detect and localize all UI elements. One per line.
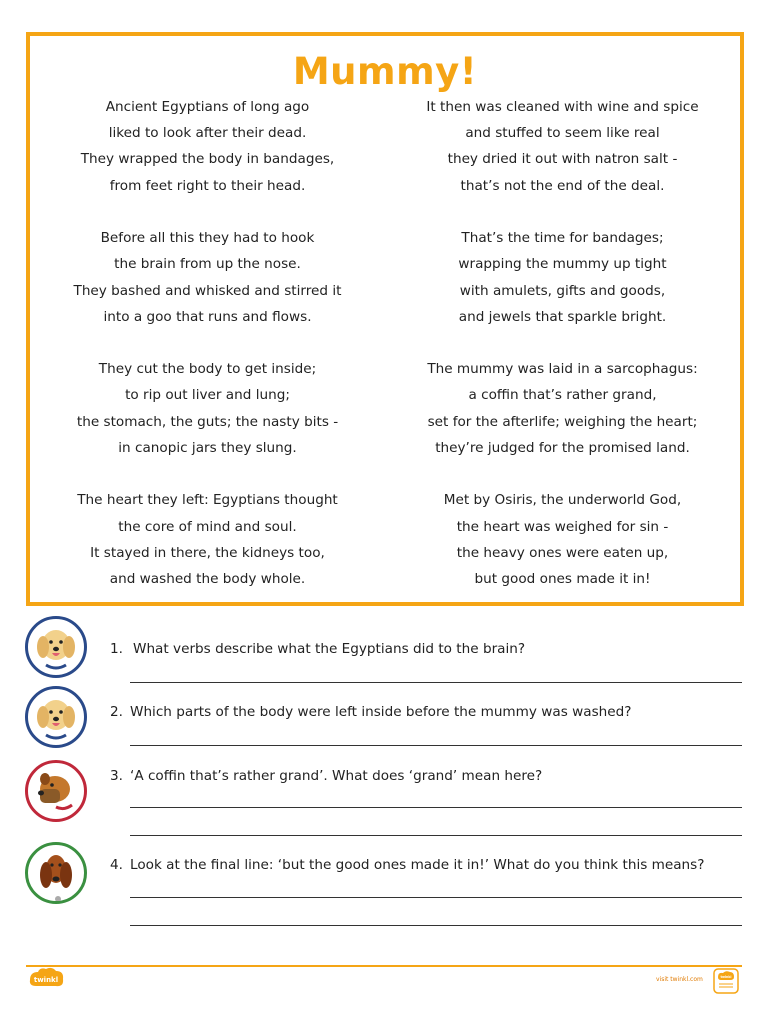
poem-line: liked to look after their dead. [108,125,307,142]
question-4 [0,840,768,930]
golden-retriever-badge-icon [25,686,87,748]
question-3 [0,758,768,838]
poem-line: They cut the body to get inside; [98,361,317,378]
poem-line: They bashed and whisked and stirred it [73,282,342,299]
poem-line: the heart was weighed for sin - [456,518,669,535]
answer-line[interactable] [130,807,742,808]
poem-line: to rip out liver and lung; [125,387,290,404]
poem-line: The heart they left: Egyptians thought [77,492,338,509]
seal-text: twinkl [720,975,732,979]
poem-line: the stomach, the guts; the nasty bits - [76,413,339,430]
question-text: ‘A coffin that’s rather grand’. What does ‘grand’ mean here? [130,768,543,784]
poem-line: Ancient Egyptians of long ago [105,99,310,115]
poem-stanza [30,356,385,461]
quality-seal-icon [713,968,739,994]
answer-line[interactable] [130,897,742,898]
answer-line[interactable] [130,835,742,836]
poem-line: That’s the time for bandages; [461,230,664,247]
question-text: What verbs describe what the Egyptians did to the brain? [133,641,526,657]
poem-line: into a goo that runs and flows. [103,308,312,325]
poem-line: It stayed in there, the kidneys too, [90,544,325,561]
poem-stanza [385,225,740,330]
poem-line: with amulets, gifts and goods, [459,282,666,299]
poem-line: Before all this they had to hook [100,230,315,247]
poem-column-left [30,94,385,619]
twinkl-logo[interactable] [26,966,66,990]
bloodhound-dog-badge-icon [25,842,87,904]
poem-line: they dried it out with natron salt - [447,151,678,168]
golden-retriever-badge-icon [25,616,87,678]
poem-stanza [385,356,740,461]
poem-line: set for the afterlife; weighing the heart; [427,413,698,430]
answer-line[interactable] [130,682,742,683]
poem-line: wrapping the mummy up tight [458,256,667,273]
question-number: 4. [110,857,123,873]
poem-line: The mummy was laid in a sarcophagus: [427,361,698,378]
question-number: 2. [110,704,123,720]
question-1 [0,612,768,688]
poem-line: a coffin that’s rather grand, [468,387,657,404]
poem-box [26,32,744,606]
footer-divider [26,965,742,967]
poem-stanza [30,487,385,592]
poem-line: the brain from up the nose. [114,256,301,273]
question-text: Which parts of the body were left inside before the mummy was washed? [130,704,632,720]
poem-line: but good ones made it in! [474,570,651,587]
site-link[interactable]: visit twinkl.com [656,976,703,983]
poem-column-right [385,94,740,619]
poem-line: they’re judged for the promised land. [435,439,690,456]
poem-stanza [30,94,385,199]
answer-line[interactable] [130,745,742,746]
question-2 [0,686,768,756]
page-title: Mummy! [292,50,478,93]
poem-line: and jewels that sparkle bright. [458,308,667,325]
question-number: 3. [110,768,123,784]
poem-line: from feet right to their head. [109,177,306,194]
poem-line: and washed the body whole. [109,570,306,587]
poem-line: Met by Osiris, the underworld God, [443,492,682,509]
poem-line: It then was cleaned with wine and spice [426,99,699,115]
poem-line: They wrapped the body in bandages, [80,151,335,168]
poem-line: in canopic jars they slung. [118,439,297,456]
answer-line[interactable] [130,925,742,926]
poem-line: and stuffed to seem like real [465,125,660,142]
poem-stanza [385,487,740,592]
airedale-dog-badge-icon [25,760,87,822]
question-text: Look at the final line: ‘but the good ones made it in!’ What do you think this means? [130,857,705,873]
question-number: 1. [110,641,123,657]
poem-line: that’s not the end of the deal. [460,177,665,194]
poem-stanza [30,225,385,330]
poem-stanza [385,94,740,199]
poem-line: the core of mind and soul. [118,518,297,535]
poem-line: the heavy ones were eaten up, [456,544,669,561]
logo-text: twinkl [33,976,59,984]
